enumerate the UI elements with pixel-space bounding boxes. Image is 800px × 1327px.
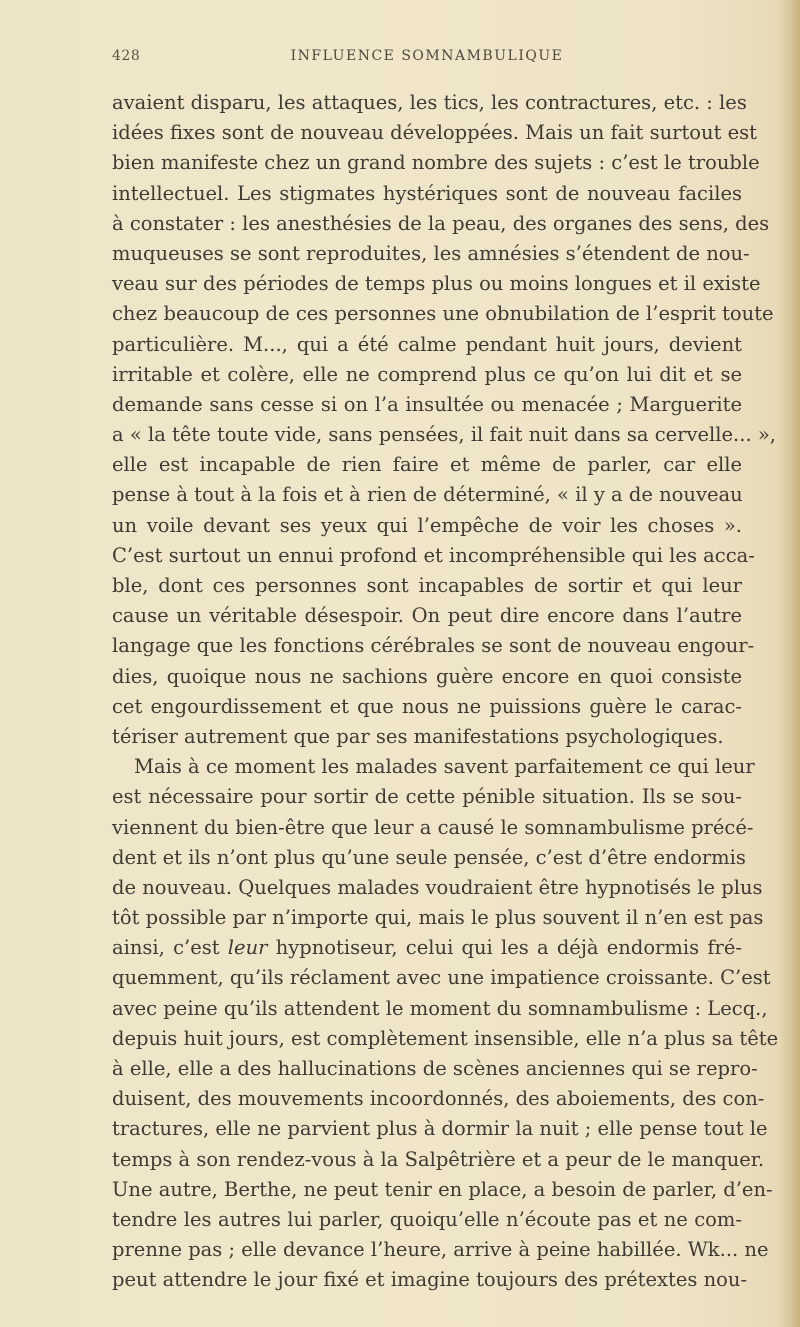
text-line: tôt possible par n’importe qui, mais le plus souvent il n’en est pas <box>112 906 764 930</box>
text-line: chez beaucoup de ces personnes une obnubilation de l’esprit toute <box>112 302 774 326</box>
text-line: dies, quoique nous ne sachions guère encore en quoi consiste <box>112 664 742 688</box>
text-line: veau sur des périodes de temps plus ou moins longues et il existe <box>112 272 761 296</box>
text-line: un voile devant ses yeux qui l’empêche de voir les choses ». <box>112 513 742 537</box>
text-line: à constater : les anesthésies de la peau, des organes des sens, des <box>112 211 770 235</box>
text-line: cet engourdissement et que nous ne puissions guère le carac- <box>112 694 742 718</box>
text-line: demande sans cesse si on l’a insultée ou menacée ; Marguerite <box>112 392 742 416</box>
text-fragment: hypnotiseur, celui qui les a déjà endormis fré- <box>275 936 742 960</box>
text-line: peut attendre le jour fixé et imagine toujours des prétextes nou- <box>112 1268 748 1292</box>
text-line: langage que les fonctions cérébrales se sont de nouveau engour- <box>112 634 755 658</box>
text-line: de nouveau. Quelques malades voudraient être hypnotisés le plus <box>112 875 763 899</box>
text-line: elle est incapable de rien faire et même de parler, car elle <box>112 453 742 477</box>
text-line: depuis huit jours, est complètement insensible, elle n’a plus sa tête <box>112 1026 779 1050</box>
text-line: Une autre, Berthe, ne peut tenir en place, a besoin de parler, d’en- <box>112 1177 773 1201</box>
text-line: particulière. M..., qui a été calme pendant huit jours, devient <box>112 332 742 356</box>
text-line: est nécessaire pour sortir de cette pénible situation. Ils se sou- <box>112 785 742 809</box>
text-line: viennent du bien-être que leur a causé le somnambulisme précé- <box>112 815 754 839</box>
text-line: ble, dont ces personnes sont incapables de sortir et qui leur <box>112 574 742 597</box>
text-line: dent et ils n’ont plus qu’une seule pensée, c’est d’être endormis <box>112 845 746 869</box>
text-line: intellectuel. Les stigmates hystériques sont de nouveau faciles <box>112 181 742 205</box>
text-line: a « la tête toute vide, sans pensées, il fait nuit dans sa cervelle... », <box>112 423 776 447</box>
text-line: avaient disparu, les attaques, les tics, les contractures, etc. : les <box>112 91 747 114</box>
text-line: tendre les autres lui parler, quoiqu’elle n’écoute pas et ne com- <box>112 1207 742 1231</box>
page-number: 428 <box>112 48 141 64</box>
text-line-with-italic <box>112 933 742 963</box>
text-line: cause un véritable désespoir. On peut dire encore dans l’autre <box>112 604 742 628</box>
text-line: pense à tout à la fois et à rien de déterminé, « il y a de nouveau <box>112 483 743 507</box>
body-text <box>112 88 779 1296</box>
italic-word: leur <box>227 936 268 960</box>
text-line: irritable et colère, elle ne comprend plus ce qu’on lui dit et se <box>112 362 742 386</box>
page-edge-shadow <box>778 0 800 1327</box>
text-line: avec peine qu’ils attendent le moment du somnambulisme : Lecq., <box>112 996 768 1020</box>
text-line: prenne pas ; elle devance l’heure, arrive à peine habillée. Wk... ne <box>112 1238 769 1262</box>
text-line: duisent, des mouvements incoordonnés, des aboiements, des con- <box>112 1087 765 1111</box>
text-line: muqueuses se sont reproduites, les amnésies s’étendent de nou- <box>112 241 750 265</box>
text-line: bien manifeste chez un grand nombre des sujets : c’est le trouble <box>112 151 760 175</box>
text-line: à elle, elle a des hallucinations de scènes anciennes qui se repro- <box>112 1057 758 1080</box>
text-line: idées fixes sont de nouveau développées. Mais un fait surtout est <box>112 121 758 145</box>
text-line-paragraph-start: Mais à ce moment les malades savent parfaitement ce qui leur <box>134 755 755 779</box>
text-line: quemment, qu’ils réclament avec une impatience croissante. C’est <box>112 966 771 990</box>
text-line: C’est surtout un ennui profond et incompréhensible qui les acca- <box>112 543 755 567</box>
text-line: temps à son rendez-vous à la Salpêtrière et a peur de le manquer. <box>112 1147 765 1171</box>
text-line: tériser autrement que par ses manifestations psychologiques. <box>112 724 724 748</box>
text-line: tractures, elle ne parvient plus à dormir la nuit ; elle pense tout le <box>112 1117 768 1141</box>
text-fragment: ainsi, c’est <box>112 936 220 960</box>
page-header <box>112 48 742 78</box>
running-head: INFLUENCE SOMNAMBULIQUE <box>290 48 564 64</box>
